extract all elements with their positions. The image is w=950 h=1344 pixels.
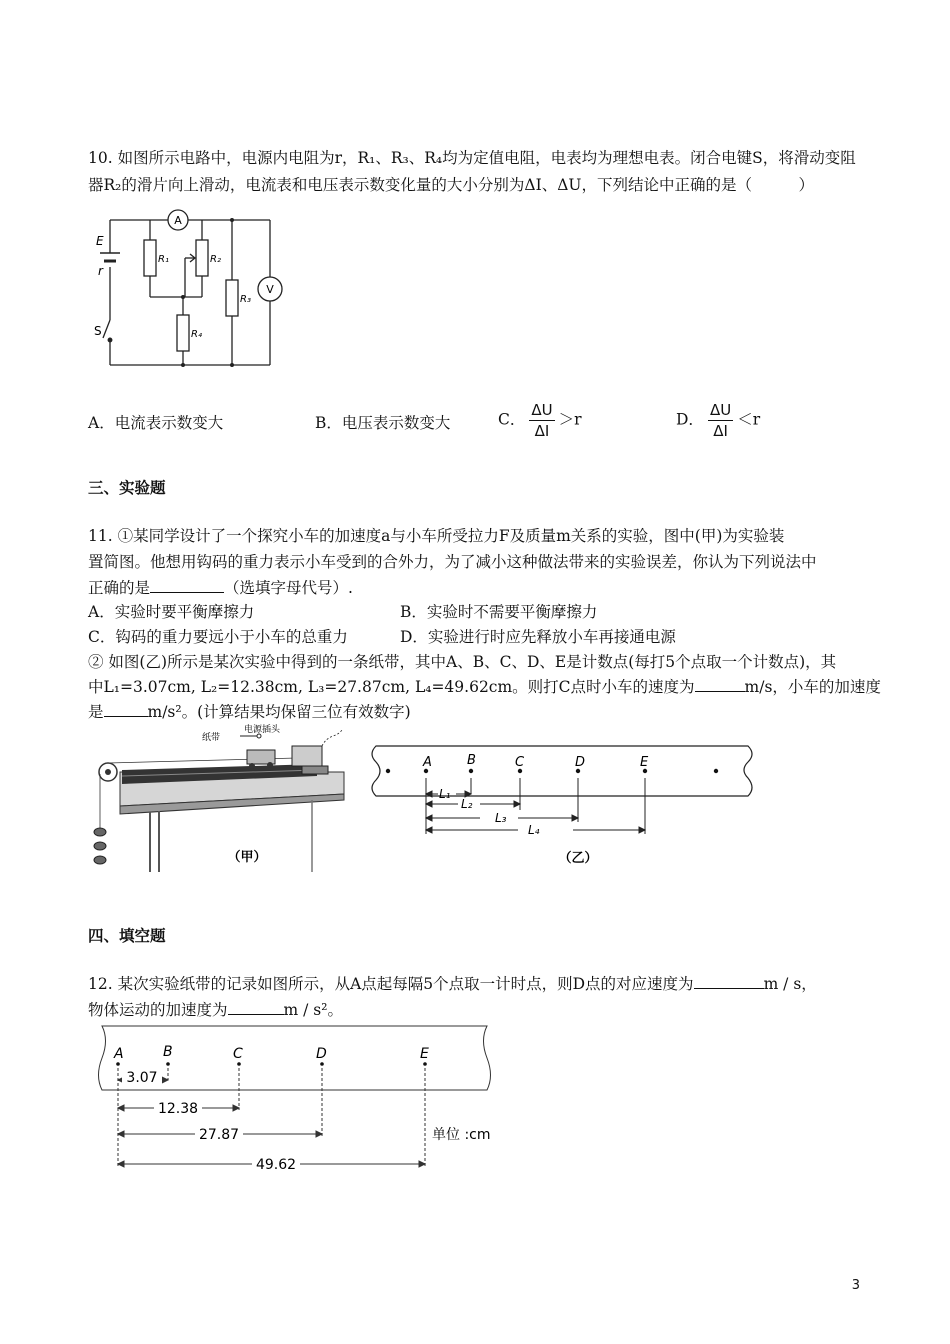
l1-label: L₁ [439,787,451,801]
r2-label: R₂ [210,254,221,265]
q11-line-5 [88,677,881,697]
velocity-answer-blank[interactable] [695,677,745,692]
point-b-label: B [467,753,476,768]
q10-line-2: 器R₂的滑片向上滑动，电流表和电压表示数变化量的大小分别为ΔI、ΔU，下列结论中正确的是（ ） [88,176,814,194]
q11-line-6-text: 是 [88,703,104,721]
q11-line-3-text: 正确的是 [88,579,151,597]
q10-option-b: B．电压表示数变大 [315,414,451,432]
fraction-numerator: ΔU [531,401,553,419]
q12-line-1-text: 12. 某次实验纸带的记录如图所示，从A点起每隔5个点取一计时点，则D点的对应速度为 [88,975,694,993]
tape-point-c: C [233,1046,243,1062]
point-a-label: A [423,755,432,770]
page-number: 3 [851,1278,860,1293]
tape-point-a: A [114,1046,124,1062]
unit-label: 单位 :cm [432,1127,491,1143]
fraction-denominator: ΔI [713,422,728,440]
q10-option-d-prefix: D． [676,410,704,429]
q11-option-d: D．实验进行时应先释放小车再接通电源 [400,628,676,646]
section-3-heading: 三、实验题 [88,479,166,497]
l2-label: L₂ [461,797,473,811]
figure-yi-caption: （乙） [558,851,598,866]
q11-line-6-tail: m/s²。(计算结果均保留三位有效数字) [147,703,411,721]
q11-answer-blank[interactable] [150,578,224,593]
tape-label: 纸带 [202,733,221,743]
voltmeter-label: V [266,283,274,296]
q11-line-5-text: 中L₁=3.07cm, L₂=12.38cm, L₃=27.87cm, L₄=49.62cm。则打C点时小车的速度为 [88,678,695,696]
q10-option-c [498,400,582,441]
q10-option-c-prefix: C． [498,410,526,429]
q12-tape-diagram [92,1024,512,1174]
acceleration-answer-blank[interactable] [104,702,148,717]
q12-line-1-tail: m / s， [763,975,817,993]
q11-line-1: 11. ①某同学设计了一个探究小车的加速度a与小车所受拉力F及质量m关系的实验，图中(甲)为实验装 [88,527,785,545]
figure-jia-caption: （甲） [227,850,267,865]
q10-option-a: A．电流表示数变大 [88,414,224,432]
ammeter-label: A [174,214,182,227]
q11-line-3-tail: （选填字母代号）. [224,579,353,597]
q10-line-1: 10. 如图所示电路中，电源内电阻为r，R₁、R₃、R₄均为定值电阻，电表均为理想电表。闭合电键S，将滑动变阻 [88,149,856,167]
q11-line-5-tail: m/s，小车的加速度 [744,678,881,696]
tape-point-e: E [420,1046,429,1062]
q12-line-1 [88,974,817,994]
l4-label: L₄ [528,823,540,837]
q10-option-d [676,400,760,441]
distance-ac: 12.38 [157,1101,199,1117]
q10-option-d-suffix: ＜r [737,410,761,429]
point-e-label: E [640,755,649,770]
distance-ad: 27.87 [198,1127,240,1143]
fraction-denominator: ΔI [534,422,550,440]
q11-option-c: C．钩码的重力要远小于小车的总重力 [88,628,348,646]
q11-line-6 [88,702,411,722]
q12-line-2 [88,1000,343,1020]
point-d-label: D [575,755,586,770]
emf-label: E [96,234,104,248]
q11-line-3 [88,578,353,598]
q10-option-d-fraction [708,400,733,441]
q11-option-b: B．实验时不需要平衡摩擦力 [400,603,598,621]
circuit-diagram [90,205,310,375]
figure-yi-paper-tape [368,742,758,870]
figure-jia-apparatus [92,724,352,874]
section-4-heading: 四、填空题 [88,927,166,945]
r3-label: R₃ [240,294,251,305]
q10-option-c-suffix: ＞r [558,410,582,429]
distance-ab: 3.07 [126,1070,158,1086]
tape-point-d: D [316,1046,327,1062]
q12-line-2-text: 物体运动的加速度为 [88,1001,228,1019]
q12-acceleration-blank[interactable] [228,1000,284,1015]
fraction-numerator: ΔU [709,401,732,419]
power-plug-label: 电源插头 [244,725,281,735]
q11-line-4: ② 如图(乙)所示是某次实验中得到的一条纸带，其中A、B、C、D、E是计数点(每打5个点取一个计数点)，其 [88,653,837,671]
switch-label: S [94,324,102,338]
l3-label: L₃ [495,811,507,825]
internal-resistance-label: r [98,264,103,278]
q12-line-2-tail: m / s²。 [283,1001,343,1019]
q12-velocity-blank[interactable] [694,974,764,989]
tape-point-b: B [163,1044,173,1060]
q11-option-a: A．实验时要平衡摩擦力 [88,603,255,621]
r1-label: R₁ [158,254,169,265]
point-c-label: C [515,755,525,770]
r4-label: R₄ [191,329,202,340]
q10-option-c-fraction [529,400,554,441]
q11-line-2: 置简图。他想用钩码的重力表示小车受到的合外力，为了减小这种做法带来的实验误差，你认为下列说法中 [88,553,817,571]
distance-ae: 49.62 [255,1157,297,1173]
